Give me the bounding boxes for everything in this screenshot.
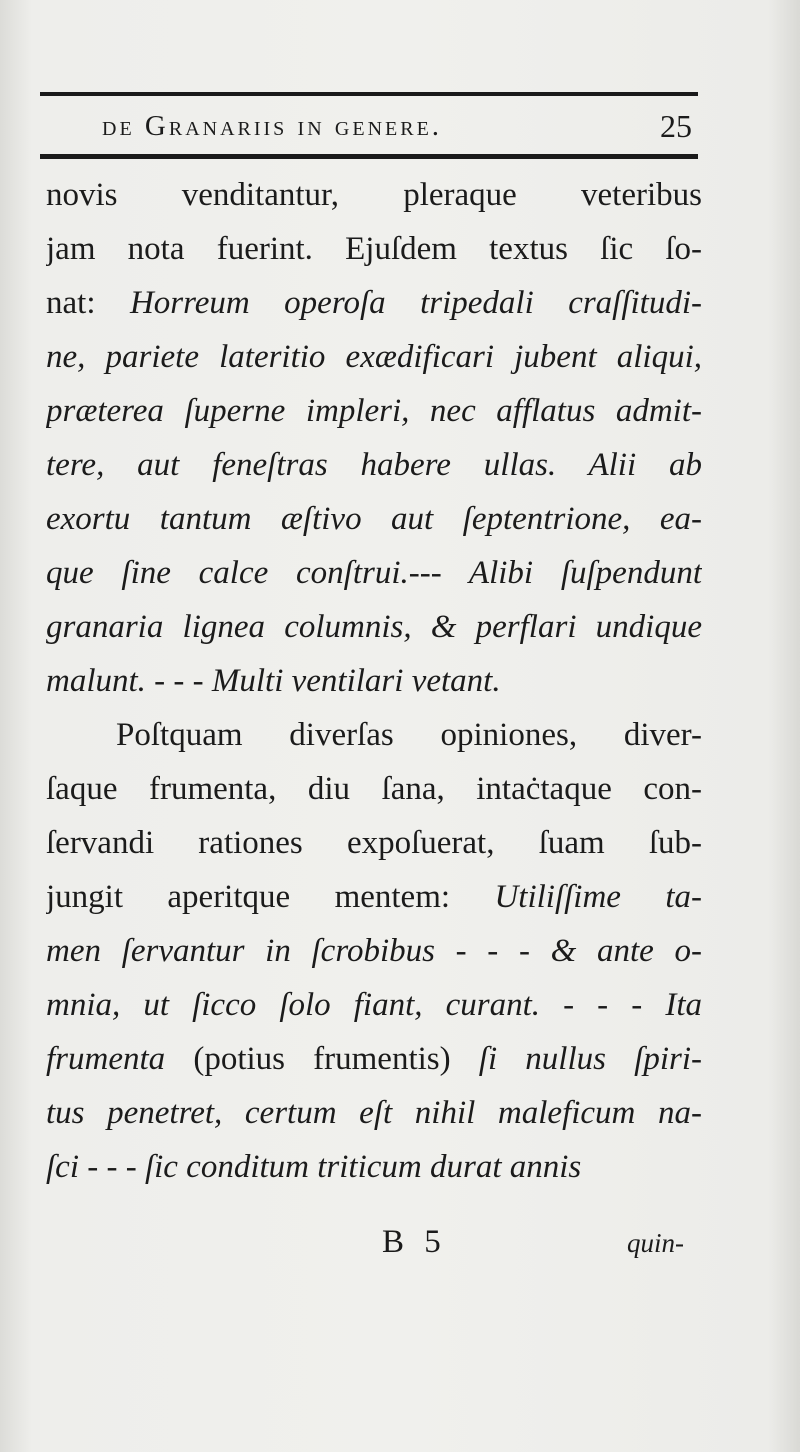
- italic-text: exortu tantum æſtivo aut ſeptentrione, ea-: [46, 501, 702, 537]
- signature-mark: B 5: [382, 1224, 447, 1260]
- italic-text: Utiliſſime ta-: [494, 879, 702, 915]
- italic-text: frumenta: [46, 1041, 194, 1077]
- italic-text: Horreum operoſa tripedali craſſitudi-: [129, 285, 702, 321]
- roman-text: ſaque frumenta, diu ſana, intaċtaque con-: [46, 771, 702, 807]
- text-line: [46, 1140, 702, 1194]
- text-line: [46, 654, 702, 708]
- italic-text: granaria lignea columnis, & perflari undique: [46, 609, 702, 645]
- running-title: de Granariis in genere.: [102, 110, 443, 142]
- text-line: [46, 816, 702, 870]
- roman-text: novis venditantur, pleraque veteribus: [46, 177, 702, 213]
- page-number: 25: [660, 108, 692, 144]
- text-line: [46, 600, 702, 654]
- roman-text: nat:: [46, 285, 130, 321]
- roman-text: jungit aperitque mentem:: [46, 879, 495, 915]
- roman-text: Poſtquam diverſas opiniones, diver-: [116, 717, 702, 753]
- italic-text: ſi nullus ſpiri-: [478, 1041, 702, 1077]
- italic-text: malunt. - - - Multi ventilari vetant.: [46, 663, 501, 699]
- italic-text: tere, aut feneſtras habere ullas. Alii ab: [46, 447, 702, 483]
- italic-text: men ſervantur in ſcrobibus - - - & ante o-: [46, 933, 702, 969]
- roman-text: jam nota fuerint. Ejuſdem textus ſic ſo-: [46, 231, 702, 267]
- body-text: [46, 168, 702, 1194]
- text-line: [46, 762, 702, 816]
- text-line: [46, 870, 702, 924]
- text-line: [46, 546, 702, 600]
- text-line: [46, 492, 702, 546]
- text-line: [46, 330, 702, 384]
- text-line: [46, 1032, 702, 1086]
- italic-text: tus penetret, certum eſt nihil maleficum na-: [46, 1095, 702, 1131]
- catchword: quin-: [627, 1228, 684, 1258]
- text-line: [46, 276, 702, 330]
- italic-text: ne, pariete lateritio exædificari jubent aliqui,: [46, 339, 702, 375]
- italic-text: que ſine calce conſtrui.--- Alibi ſuſpendunt: [46, 555, 702, 591]
- text-line: [46, 924, 702, 978]
- italic-text: ſci - - - ſic conditum triticum durat annis: [46, 1149, 582, 1185]
- roman-text: ſervandi rationes expoſuerat, ſuam ſub-: [46, 825, 702, 861]
- header-rule-top: [40, 92, 698, 96]
- text-line: [46, 978, 702, 1032]
- text-line: [46, 438, 702, 492]
- header-rule-bottom: [40, 154, 698, 159]
- text-line: [46, 168, 702, 222]
- italic-text: præterea ſuperne impleri, nec afflatus admit-: [46, 393, 702, 429]
- page-footer: [40, 1224, 700, 1274]
- text-line: [46, 222, 702, 276]
- text-line: [46, 1086, 702, 1140]
- roman-text: (potius frumentis): [193, 1041, 479, 1077]
- italic-text: mnia, ut ſicco ſolo fiant, curant. - - - Ita: [46, 987, 702, 1023]
- text-line: [46, 384, 702, 438]
- text-line: [46, 708, 702, 762]
- running-head: [40, 104, 698, 148]
